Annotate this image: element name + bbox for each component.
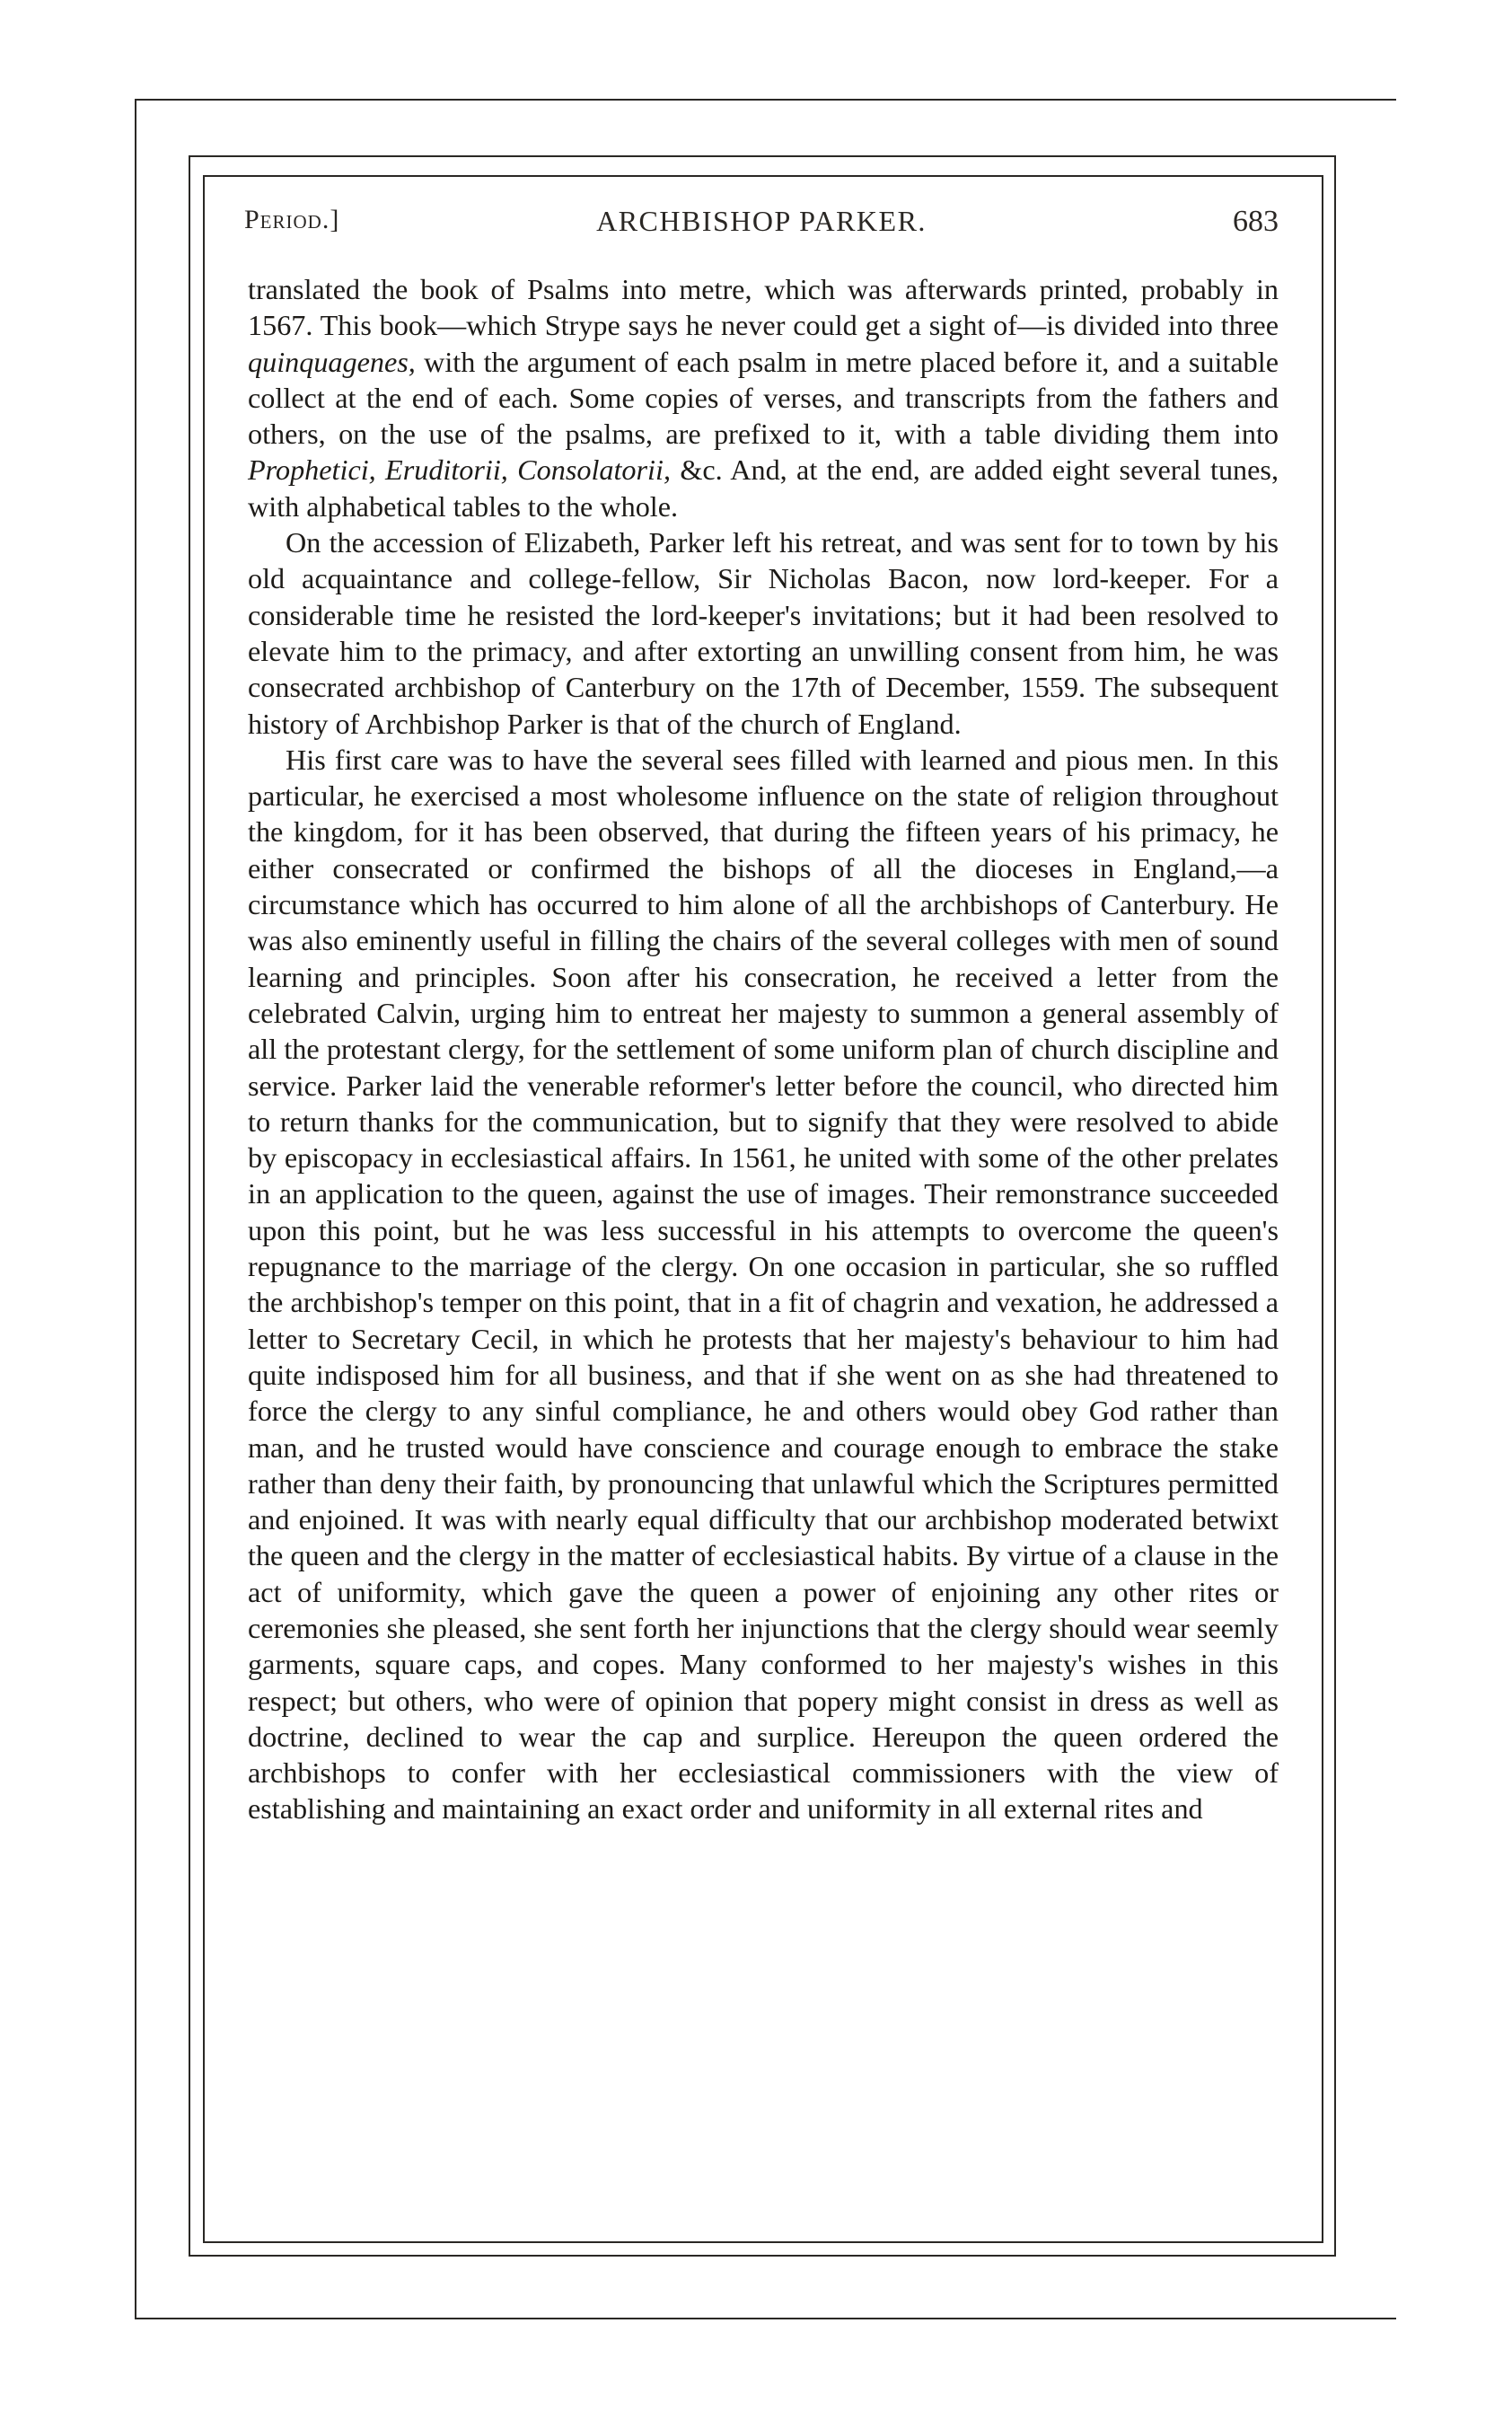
paragraph-1-italic-b: Prophetici, Eruditorii, Consolatorii, [248,453,671,487]
body-text [248,271,1279,1827]
paragraph-1 [248,271,1279,524]
header-title: ARCHBISHOP PARKER. [596,205,927,237]
inner-frame-top [203,175,1323,177]
outer-frame-top [135,99,1396,101]
outer-frame-bottom [135,2318,1396,2319]
middle-frame-top [189,155,1336,157]
paragraph-3: His first care was to have the several sees filled with learned and pious men. In this particular, he exercised a most wholesome influence on the state of religion throughout the kingdom, for it has been observed, that during the fifteen years of his primacy, he either consecrated or confirmed the bishops of all the dioceses in England,—a circumstance which has occurred to him alone of all the archbishops of Canterbury. He was also eminently useful in filling the chairs of the several colleges with men of sound learning and principles. Soon after his consecration, he received a letter from the celebrated Calvin, urging him to entreat her majesty to summon a general assembly of all the protestant clergy, for the settlement of some uniform plan of church discipline and service. Parker laid the venerable reformer's letter before the council, who directed him to return thanks for the communication, but to signify that they were resolved to abide by episcopacy in ecclesiastical affairs. In 1561, he united with some of the other prelates in an application to the queen, against the use of images. Their remonstrance succeeded upon this point, but he was less successful in his attempts to overcome the queen's repugnance to the marriage of the clergy. On one occasion in particular, she so ruffled the archbishop's temper on this point, that in a fit of chagrin and vexation, he addressed a letter to Secretary Cecil, in which he protests that her majesty's behaviour to him had quite indisposed him for all business, and that if she went on as she had threatened to force the clergy to any sinful compliance, he and others would obey God rather than man, and he trusted would have conscience and courage enough to embrace the stake rather than deny their faith, by pronouncing that unlawful which the Scriptures permitted and enjoined. It was with nearly equal difficulty that our archbishop moderated betwixt the queen and the clergy in the matter of ecclesiastical habits. By virtue of a clause in the act of uniformity, which gave the queen a power of enjoining any other rites or ceremonies she pleased, she sent forth her injunctions that the clergy should wear seemly garments, square caps, and copes. Many conformed to her majesty's wishes in this respect; but others, who were of opinion that popery might consist in dress as well as doctrine, declined to wear the cap and surplice. Hereupon the queen ordered the archbishops to confer with her ecclesiastical commissioners with the view of establishing and maintaining an exact order and uniformity in all external rites and [248,743,1279,1826]
middle-frame-left [189,155,190,2257]
paragraph-2: On the accession of Elizabeth, Parker left his retreat, and was sent for to town by his old acquaintance and college-fellow, Sir Nicholas Bacon, now lord-keeper. For a considerable time he resisted the lord-keeper's invitations; but it had been resolved to elevate him to the primacy, and after extorting an unwilling consent from him, he was consecrated archbishop of Canterbury on the 17th of December, 1559. The subsequent history of Archbishop Parker is that of the church of England. [248,526,1279,740]
page-number: 683 [1233,205,1279,238]
outer-frame-left [135,99,136,2319]
inner-frame-bottom [203,2241,1323,2243]
running-header [244,205,1279,251]
paragraph-1-text-b: with the argument of each psalm in metre placed before it, and a suitable collect at the end of each. Some copies of verses, and transcripts from the fathers and others, on the use of the psalms, are prefixed to it, with a table dividing them into [248,345,1279,451]
middle-frame-bottom [189,2255,1336,2257]
paragraph-1-text-a: translated the book of Psalms into metre, which was afterwards printed, probably in 1567. This book—which Strype says he never could get a sight of—is divided into three [248,273,1279,342]
header-period: Period.] [244,205,340,234]
inner-frame-left [203,175,205,2243]
paragraph-1-italic-a: quinquagenes, [248,345,416,378]
inner-frame-right [1322,175,1323,2243]
middle-frame-right [1334,155,1336,2257]
paragraph-1-text-c: &c. And, at the end, are added eight several tunes, with alphabetical tables to the whole. [248,453,1279,523]
